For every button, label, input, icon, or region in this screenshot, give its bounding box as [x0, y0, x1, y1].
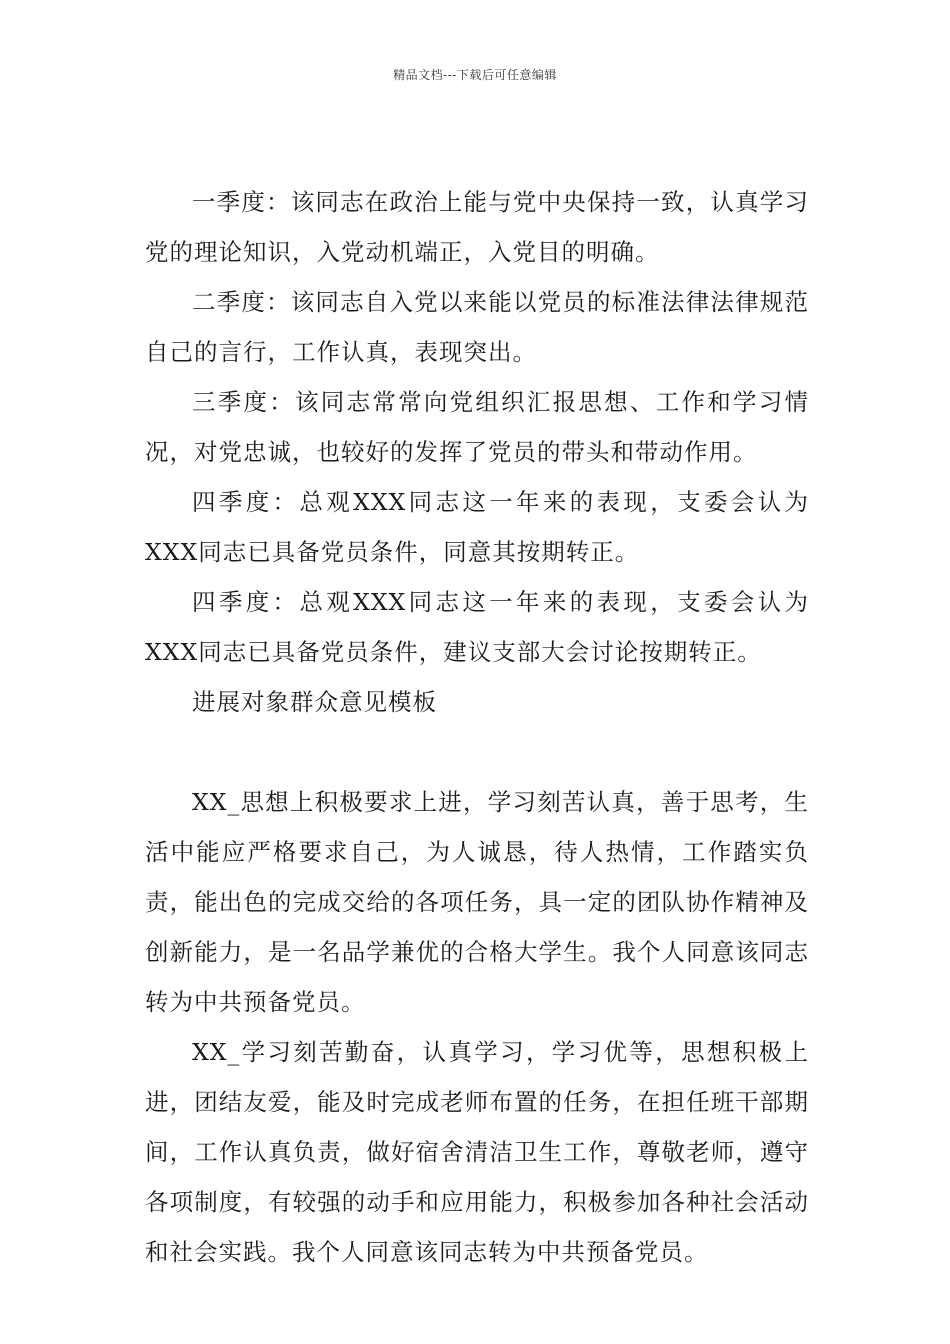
quarter-paragraph-q3: 三季度：该同志常常向党组织汇报思想、工作和学习情况，对党忠诚，也较好的发挥了党员的带头和带动作用。 — [145, 388, 809, 466]
quarter-paragraph-q1: 一季度：该同志在政治上能与党中央保持一致，认真学习党的理论知识，入党动机端正，入党目的明确。 — [145, 188, 809, 266]
section-spacer — [145, 727, 809, 777]
quarter-paragraph-q4-alt: 四季度：总观XXX同志这一年来的表现，支委会认为XXX同志已具备党员条件，建议支部大会讨论按期转正。 — [145, 588, 809, 666]
quarter-paragraph-q4: 四季度：总观XXX同志这一年来的表现，支委会认为XXX同志已具备党员条件，同意其按期转正。 — [145, 488, 809, 566]
quarter-paragraph-q2: 二季度：该同志自入党以来能以党员的标准法律法律规范自己的言行，工作认真，表现突出。 — [145, 288, 809, 366]
opinion-paragraph-1: XX_思想上积极要求上进，学习刻苦认真，善于思考，生活中能应严格要求自己，为人诚恳，待人热情，工作踏实负责，能出色的完成交给的各项任务，具一定的团队协作精神及创新能力，是一名品学兼优的合格大学生。我个人同意该同志转为中共预备党员。 — [145, 788, 809, 1016]
section-title: 进展对象群众意见模板 — [192, 688, 437, 716]
opinion-paragraph-2: XX_学习刻苦勤奋，认真学习，学习优等，思想积极上进，团结友爱，能及时完成老师布置的任务，在担任班干部期间，工作认真负责，做好宿舍清洁卫生工作，尊敬老师，遵守各项制度，有较强的动手和应用能力，积极参加各种社会活动和社会实践。我个人同意该同志转为中共预备党员。 — [145, 1038, 809, 1266]
document-body — [145, 177, 809, 1277]
page-header: 精品文档---下载后可任意编辑 — [393, 68, 557, 82]
